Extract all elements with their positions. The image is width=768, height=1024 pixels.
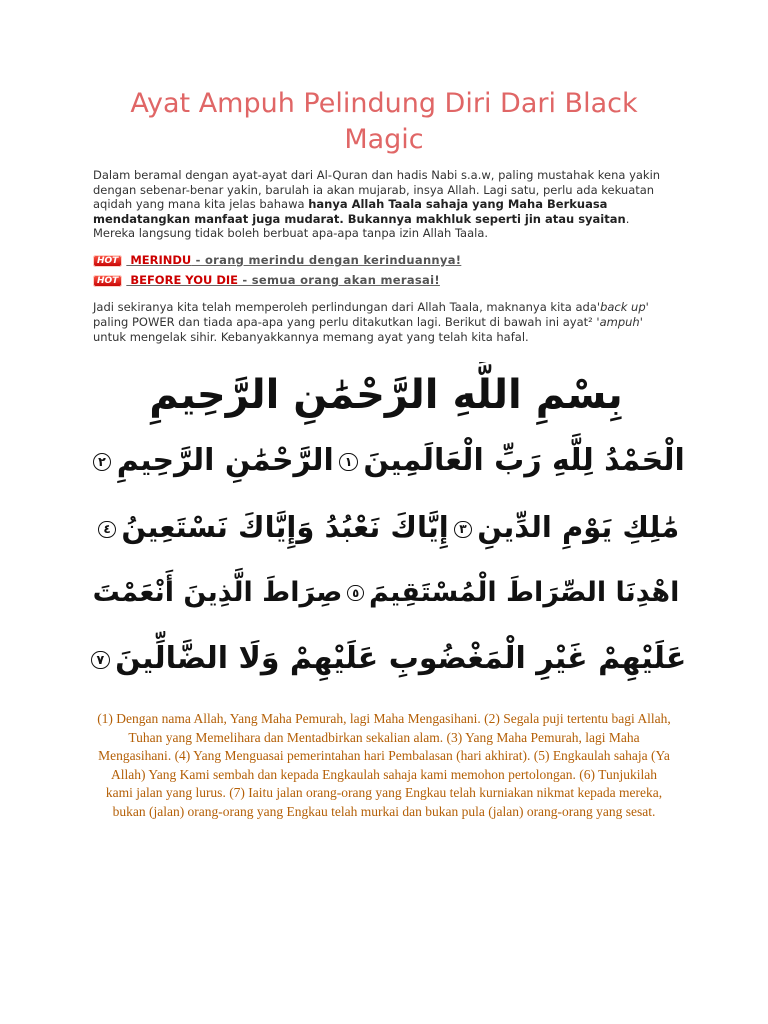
protection-text: Jadi sekiranya kita telah memperoleh perlindungan dari Allah Taala, maknanya kita ada' — [93, 300, 601, 314]
intro-emphasis: hanya Allah Taala sahaja yang Maha Berkuasa mendatangkan manfaat juga mudarat. Bukannya makhluk seperti jin atau syaitan — [93, 197, 626, 226]
arabic-text-segment: اهْدِنَا الصِّرَاطَ الْمُسْتَقِيمَ — [369, 577, 680, 608]
arabic-text-segment: صِرَاطَ الَّذِينَ أَنْعَمْتَ — [92, 577, 343, 608]
hot-link-row — [93, 250, 675, 270]
hot-badge-icon: HOT — [93, 275, 122, 287]
protection-paragraph — [93, 300, 675, 345]
verse-number-marker: ٥ — [347, 585, 363, 601]
page-title: Ayat Ampuh Pelindung Diri Dari Black Magic — [130, 88, 638, 155]
arabic-text-segment: الْحَمْدُ لِلَّهِ رَبِّ الْعَالَمِينَ — [363, 443, 685, 478]
hot-link-text[interactable] — [126, 253, 461, 267]
verse-number-marker: ٢ — [93, 453, 111, 471]
verse-number-marker: ٤ — [98, 521, 116, 539]
hot-link-caption[interactable]: - orang merindu dengan kerinduannya! — [191, 253, 462, 267]
quran-verses-image — [80, 362, 692, 698]
intro-text: Dalam beramal dengan ayat-ayat dari Al-Quran dan hadis Nabi s.a.w, paling mustahak kena yakin dengan sebenar-benar yakin, barulah ia akan mujarab, insya Allah. Lagi satu, perlu ada kekuatan aqidah yang mana kita jelas bahawa — [93, 168, 661, 212]
verse-number-marker: ٣ — [454, 521, 472, 539]
quran-verse-line-text — [87, 428, 685, 494]
hot-link-title[interactable]: MERINDU — [126, 253, 192, 267]
hot-links — [93, 250, 675, 290]
quran-verse-line — [80, 626, 692, 692]
hot-link-caption[interactable]: - semua orang akan merasai! — [238, 273, 440, 287]
protection-text: untuk mengelak sihir. Kebanyakkannya memang ayat yang telah kita hafal. — [93, 330, 529, 344]
quran-verse-line — [80, 428, 692, 494]
hot-link-title[interactable]: BEFORE YOU DIE — [126, 273, 239, 287]
verse-number-marker: ١ — [339, 453, 357, 471]
arabic-text-segment: عَلَيْهِمْ غَيْرِ الْمَغْضُوبِ عَلَيْهِمْ وَلَا الضَّالِّينَ — [115, 641, 687, 676]
protection-text: paling POWER dan tiada apa-apa yang perlu ditakutkan lagi. Berikut di bawah ini ayat² ' — [93, 315, 600, 329]
translation-paragraph: (1) Dengan nama Allah, Yang Maha Pemurah, lagi Maha Mengasihani. (2) Segala puji tertentu bagi Allah, Tuhan yang Memelihara dan Mentadbirkan sekalian alam. (3) Yang Maha Pemurah, lagi Maha Mengasihani. (4) Yang Menguasai pemerintahan hari Pembalasan (hari akhirat). (5) Engkaulah sahaja (Ya Allah) Yang Kami sembah dan kepada Engkaulah sahaja kami memohon pertolongan. (6) Tunjukilah kami jalan yang lurus. (7) Iaitu jalan orang-orang yang Engkau telah kurniakan nikmat kepada mereka, bukan (jalan) orang-orang yang Engkau telah murkai dan bukan pula (jalan) orang-orang yang sesat. — [97, 711, 671, 819]
hot-link-row — [93, 270, 675, 290]
hot-badge-icon: HOT — [93, 255, 122, 267]
arabic-text-segment: مَٰلِكِ يَوْمِ الدِّينِ — [477, 510, 680, 544]
quran-verse-line-text — [149, 362, 623, 428]
arabic-text-segment: إِيَّاكَ نَعْبُدُ وَإِيَّاكَ نَسْتَعِينُ — [121, 510, 449, 544]
hot-link-before-you-die[interactable] — [93, 273, 440, 287]
quran-verse-line-text — [93, 494, 679, 560]
arabic-text-segment: الرَّحْمَٰنِ الرَّحِيمِ — [116, 443, 334, 478]
intro-text-end: . Mereka langsung tidak boleh berbuat apa-apa tanpa izin Allah Taala. — [93, 211, 630, 241]
hot-link-merindu[interactable] — [93, 253, 461, 267]
arabic-text-segment: بِسْمِ اللَّهِ الرَّحْمَٰنِ الرَّحِيمِ — [149, 372, 623, 418]
protection-italic: ampuh' — [599, 315, 643, 329]
quran-verse-line — [80, 494, 692, 560]
quran-verse-line — [80, 362, 692, 428]
quran-verse-line — [80, 560, 692, 626]
verse-number-marker: ٧ — [91, 651, 109, 669]
protection-italic: back up' — [600, 300, 649, 314]
quran-verse-line-text — [93, 560, 680, 626]
intro-paragraph — [93, 168, 675, 241]
quran-verse-line-text — [86, 626, 687, 692]
hot-link-text[interactable] — [126, 273, 440, 287]
